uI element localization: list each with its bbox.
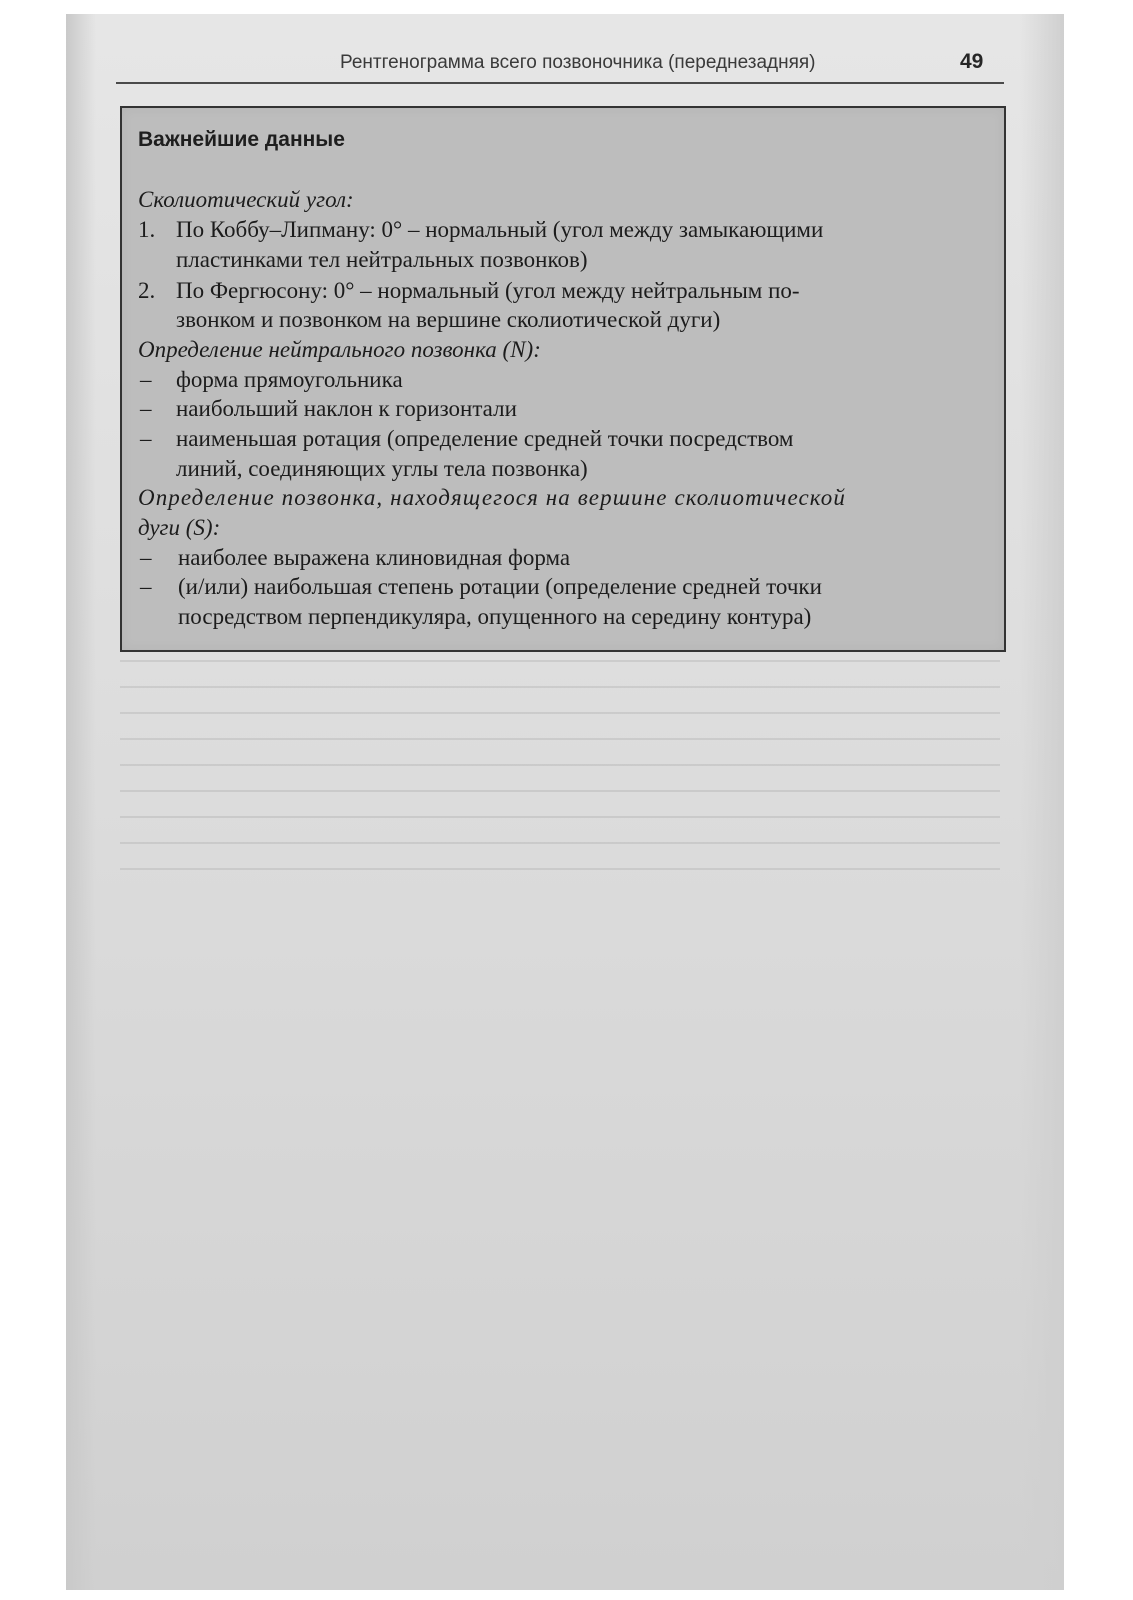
scoliotic-angle-heading: Сколиотический угол: xyxy=(138,187,354,212)
header-divider xyxy=(116,82,1004,84)
list-marker: – xyxy=(140,396,152,421)
list-marker: 2. xyxy=(138,278,156,303)
list-item-line: По Коббу–Липману: 0° – нормальный (угол между замыкающими xyxy=(176,217,824,242)
page-shadow-right xyxy=(1020,14,1064,1590)
list-marker: – xyxy=(140,574,152,599)
running-header-title: Рентгенограмма всего позвоночника (переднезадняя) xyxy=(340,52,816,73)
list-item-line: пластинками тел нейтральных позвонков) xyxy=(176,247,588,272)
neutral-vertebra-heading: Определение нейтрального позвонка (N): xyxy=(138,337,541,362)
page-number: 49 xyxy=(960,50,984,73)
list-marker: – xyxy=(140,545,152,570)
list-item-line: посредством перпендикуляра, опущенного на середину контура) xyxy=(178,604,812,629)
list-item-line: форма прямоугольника xyxy=(176,367,403,392)
list-item-line: линий, соединяющих углы тела позвонка) xyxy=(176,456,588,481)
list-marker: – xyxy=(140,367,152,392)
box-title: Важнейшие данные xyxy=(138,128,345,151)
list-item-line: звонком и позвонком на вершине сколиотической дуги) xyxy=(176,307,721,332)
show-through-background xyxy=(120,660,1000,890)
list-item-line: наибольший наклон к горизонтали xyxy=(176,396,517,421)
list-item-line: По Фергюсону: 0° – нормальный (угол между нейтральным по- xyxy=(176,278,800,303)
apex-vertebra-heading-cont: дуги (S): xyxy=(138,515,221,540)
list-marker: 1. xyxy=(138,217,156,242)
page-shadow-left xyxy=(66,14,96,1590)
list-item-line: наиболее выражена клиновидная форма xyxy=(178,545,571,570)
list-item-line: наименьшая ротация (определение средней точки посредством xyxy=(176,426,794,451)
list-item-line: (и/или) наибольшая степень ротации (определение средней точки xyxy=(178,574,822,599)
list-marker: – xyxy=(140,426,152,451)
apex-vertebra-heading: Определение позвонка, находящегося на вершине сколиотической xyxy=(138,485,846,510)
